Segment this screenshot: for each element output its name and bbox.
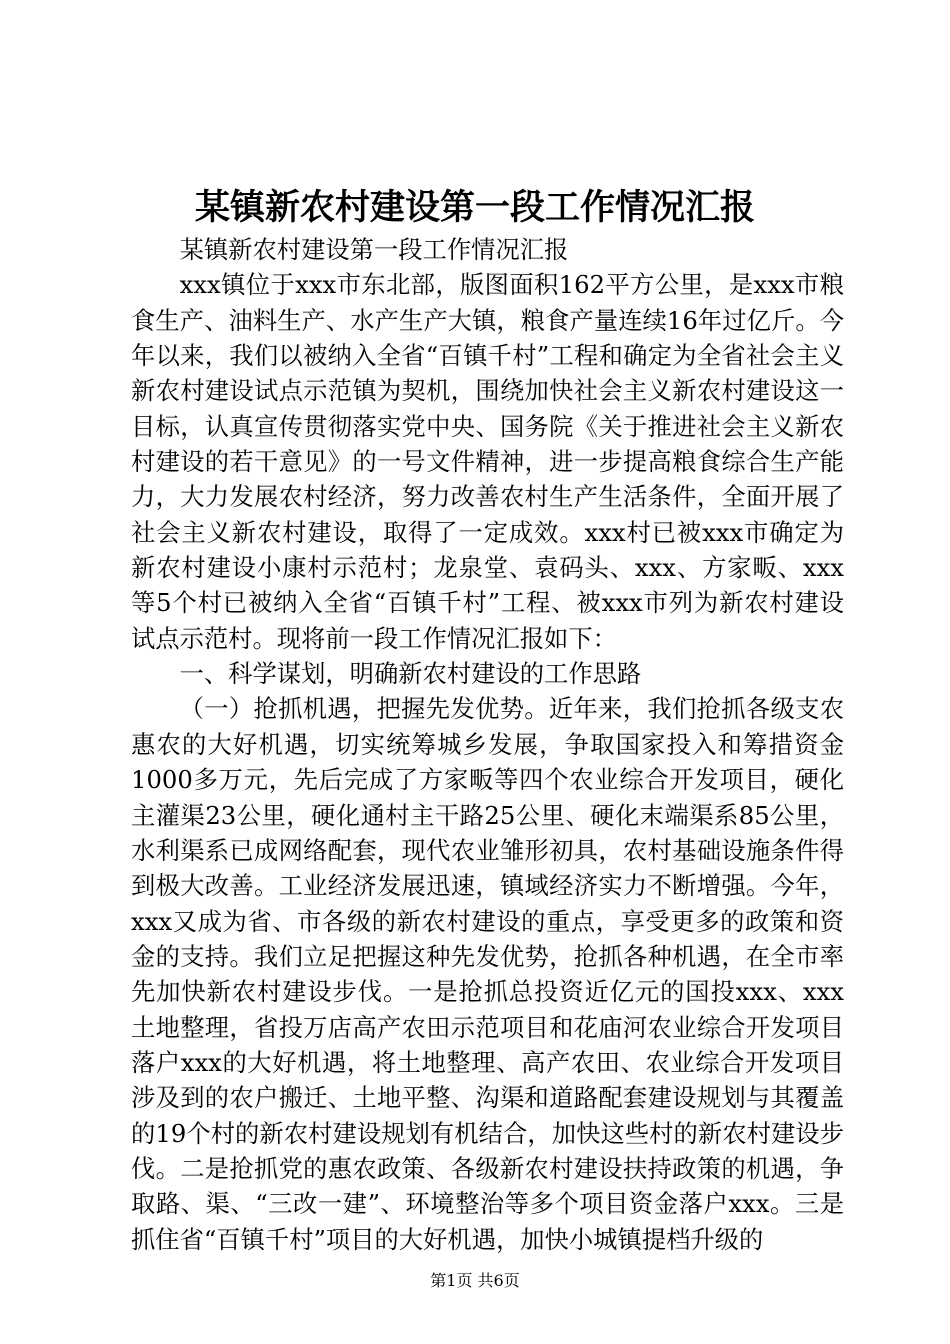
- body-paragraph-section-1: （一）抢抓机遇，把握先发优势。近年来，我们抢抓各级支农惠农的大好机遇，切实统筹城乡发展，争取国家投入和筹措资金1000多万元，先后完成了方家畈等四个农业综合开发项目，硬化主灌渠23公里，硬化通村主干路25公里、硬化末端渠系85公里，水利渠系已成网络配套，现代农业雏形初具，农村基础设施条件得到极大改善。工业经济发展迅速，镇域经济实力不断增强。今年，xxx又成为省、市各级的新农村建设的重点，享受更多的政策和资金的支持。我们立足把握这种先发优势，抢抓各种机遇，在全市率先加快新农村建设步伐。一是抢抓总投资近亿元的国投xxx、xxx土地整理，省投万店高产农田示范项目和花庙河农业综合开发项目落户xxx的大好机遇，将土地整理、高产农田、农业综合开发项目涉及到的农户搬迁、土地平整、沟渠和道路配套建设规划与其覆盖的19个村的新农村建设规划有机结合，加快这些村的新农村建设步伐。二是抢抓党的惠农政策、各级新农村建设扶持政策的机遇，争取路、渠、“三改一建”、环境整治等多个项目资金落户xxx。三是抓住省“百镇千村”项目的大好机遇，加快小城镇提档升级的: [131, 694, 844, 1254]
- page-number-footer: 第1页 共6页: [430, 1271, 520, 1290]
- section-heading: 一、科学谋划，明确新农村建设的工作思路: [179, 659, 642, 689]
- body-paragraph-intro: xxx镇位于xxx市东北部，版图面积162平方公里，是xxx市粮食生产、油料生产、水产生产大镇，粮食产量连续16年过亿斤。今年以来，我们以被纳入全省“百镇千村”工程和确定为全省社会主义新农村建设试点示范镇为契机，围绕加快社会主义新农村建设这一目标，认真宣传贯彻落实党中央、国务院《关于推进社会主义新农村建设的若干意见》的一号文件精神，进一步提高粮食综合生产能力，大力发展农村经济，努力改善农村生产生活条件，全面开展了社会主义新农村建设，取得了一定成效。xxx村已被xxx市确定为新农村建设小康村示范村；龙泉堂、袁码头、xxx、方家畈、xxx等5个村已被纳入全省“百镇千村”工程、被xxx市列为新农村建设试点示范村。现将前一段工作情况汇报如下：: [131, 270, 844, 653]
- body-paragraph-subtitle: 某镇新农村建设第一段工作情况汇报: [179, 235, 569, 264]
- document-title: 某镇新农村建设第一段工作情况汇报: [194, 187, 755, 228]
- document-body: [131, 232, 844, 1257]
